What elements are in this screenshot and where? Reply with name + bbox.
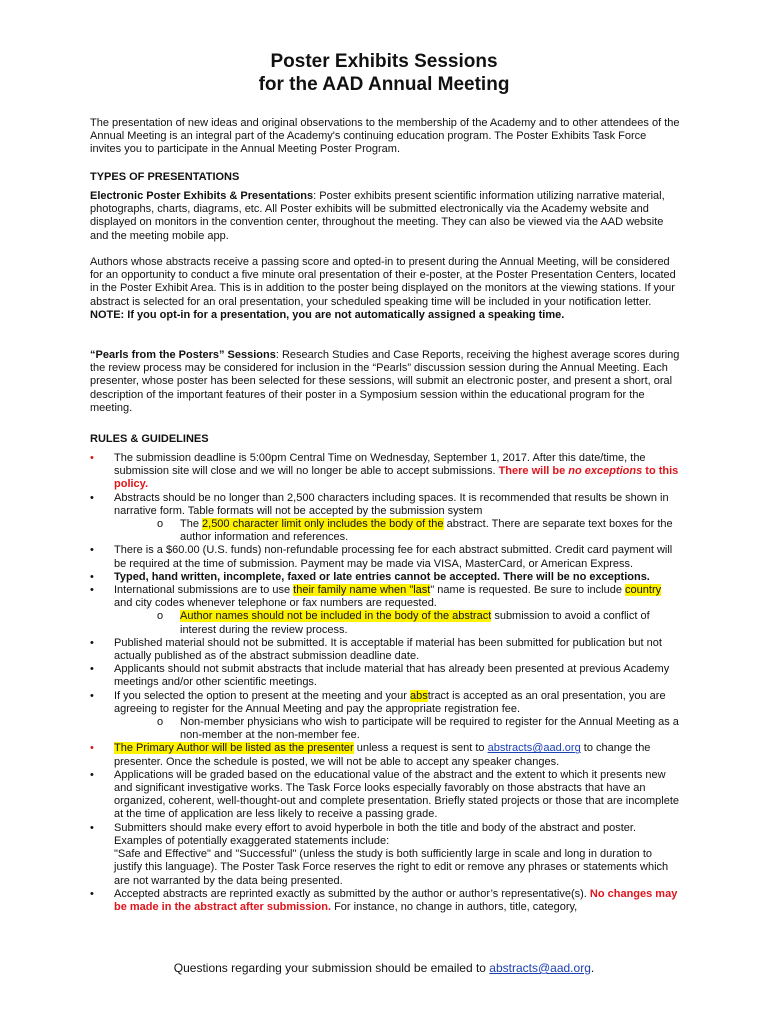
list-item bbox=[90, 452, 680, 492]
rule-limit-highlight: 2,500 character limit only includes the body of the bbox=[202, 518, 444, 531]
page-title bbox=[0, 50, 768, 96]
rule-international-text-3: and city codes whenever telephone or fax numbers are requested. bbox=[114, 597, 437, 610]
rule-reprint-warning: No changes may be made in the abstract after submission. bbox=[114, 887, 678, 913]
rule-length-text: Abstracts should be no longer than 2,500 characters including spaces. It is recommended that results be shown in narrative form. Table formats will not be accepted by the submission system bbox=[114, 491, 669, 517]
abstracts-email-link[interactable]: abstracts@aad.org bbox=[487, 742, 581, 755]
bullet-icon: • bbox=[90, 452, 94, 464]
bullet-icon: • bbox=[90, 887, 94, 900]
bullet-icon: • bbox=[90, 636, 94, 649]
rule-deadline-no-exceptions: no exceptions bbox=[568, 465, 643, 478]
rule-author-names-highlight: Author names should not be included in the body of the abstract bbox=[180, 610, 492, 623]
electronic-poster-text: : Poster exhibits present scientific information utilizing narrative material, photographs, charts, diagrams, etc. All Poster exhibits will be submitted electronically via the Academy website and displayed on monitors in the convention center, throughout the meeting. They can also be viewed via the AAD website and the meeting mobile app. bbox=[90, 190, 665, 242]
footer-period: . bbox=[590, 961, 595, 975]
oral-presentation-paragraph bbox=[90, 256, 680, 322]
list-item bbox=[90, 822, 680, 888]
oral-presentation-text: Authors whose abstracts receive a passing score and opted-in to present during the Annual Meeting, will be considered for an opportunity to conduct a five minute oral presentation of their e-poster, at the Poster Presentation Centers, located in the Poster Exhibit Area. This is in addition to the poster being displayed on the monitors at the viewing stations. If your abstract is selected for an oral presentation, your scheduled speaking time will be included in your notification letter. bbox=[90, 256, 676, 308]
types-heading: TYPES OF PRESENTATIONS bbox=[90, 171, 240, 183]
rule-fee-text: There is a $60.00 (U.S. funds) non-refundable processing fee for each abstract submitted. Credit card payment will be required at the time of submission. Payment may be made via VISA, MasterCard, or American Express. bbox=[114, 544, 673, 570]
rule-register-text-end: tract is accepted as an oral presentation, you are agreeing to register for the Annual Meeting and pay the appropriate registration fee. bbox=[114, 689, 666, 715]
pearls-text: : Research Studies and Case Reports, receiving the highest average scores during the review process may be considered for inclusion in the “Pearls” discussion session during the Annual Meeting. Each presenter, whose poster has been selected for these sessions, will submit an electronic poster, and present a short, oral description of the important features of their poster in a Symposium session within the educational program for the meeting. bbox=[90, 349, 680, 414]
footer-contact bbox=[0, 961, 768, 976]
list-item bbox=[90, 610, 680, 636]
rule-limit-text: The bbox=[180, 518, 203, 531]
rule-presenter-highlight: The Primary Author will be listed as the presenter bbox=[114, 742, 354, 755]
rule-deadline-policy: to this policy. bbox=[114, 465, 679, 491]
list-item bbox=[90, 888, 680, 914]
sub-bullet-icon: o bbox=[157, 518, 164, 531]
bullet-icon: • bbox=[90, 570, 94, 583]
title-line-2: for the AAD Annual Meeting bbox=[258, 74, 510, 95]
rule-register-text: If you selected the option to present at the meeting and your bbox=[114, 689, 410, 702]
pearls-paragraph bbox=[90, 349, 680, 415]
rule-international-highlight-1: their family name when "last bbox=[293, 584, 431, 597]
bullet-icon: • bbox=[90, 742, 94, 755]
rules-list bbox=[90, 452, 680, 914]
rule-reprint-text-end: For instance, no change in authors, title, category, bbox=[331, 900, 578, 913]
rule-deadline-text: The submission deadline is 5:00pm Central Time on Wednesday, September 1, 2017. After this date/time, the submission site will close and we will no longer be able to accept submissions. bbox=[114, 452, 646, 478]
list-item bbox=[90, 584, 680, 610]
rule-presenter-text: unless a request is sent to bbox=[353, 742, 488, 755]
rule-presenter-text-end: to change the presenter. Once the schedule is posted, we will not be able to accept any speaker changes. bbox=[114, 742, 651, 768]
rule-hyperbole-examples: "Safe and Effective" and "Successful" (unless the study is both sufficiently large in scale and long in duration to justify this language). The Poster Task Force reserves the right to edit or remove any phrases or statements which are not warranted by the data being presented. bbox=[114, 848, 669, 887]
rule-grading-text: Applications will be graded based on the educational value of the abstract and the extent to which it presents new and significant investigative works. The Task Force looks especially favorably on those abstracts that have an organized, coherent, well-thought-out and complete presentation. Briefly stated projects or those that are incomplete at the time of application are less likely to receive a passing grade. bbox=[114, 768, 679, 821]
bullet-icon: • bbox=[90, 544, 94, 557]
list-item bbox=[90, 544, 680, 570]
rule-entries-text: Typed, hand written, incomplete, faxed or late entries cannot be accepted. There will be no exceptions. bbox=[114, 570, 650, 583]
rule-published-text: Published material should not be submitted. It is acceptable if material has been submitted for publication but not actually published as of the abstract submission deadline date. bbox=[114, 636, 662, 663]
list-item bbox=[90, 637, 680, 663]
pearls-lead: “Pearls from the Posters” Sessions bbox=[90, 349, 276, 361]
bullet-icon: • bbox=[90, 821, 94, 834]
rule-deadline-warning: There will be bbox=[498, 465, 569, 478]
intro-paragraph: The presentation of new ideas and original observations to the membership of the Academy and to other attendees of the Annual Meeting is an integral part of the Academy's continuing education program. The Poster Exhibits Task Force invites you to participate in the Annual Meeting Poster Program. bbox=[90, 117, 680, 156]
bullet-icon: • bbox=[90, 491, 94, 504]
rule-reprint-text: Accepted abstracts are reprinted exactly as submitted by the author or author’s representative(s). bbox=[114, 887, 590, 900]
oral-presentation-note: NOTE: If you opt-in for a presentation, you are not automatically assigned a speaking time. bbox=[90, 308, 565, 321]
rule-hyperbole-text: Submitters should make every effort to avoid hyperbole in both the title and body of the abstract and poster. Examples of potentially exaggerated statements include: bbox=[114, 821, 637, 847]
title-line-1: Poster Exhibits Sessions bbox=[270, 51, 498, 72]
sub-bullet-icon: o bbox=[157, 716, 164, 729]
rule-author-names-text: submission to avoid a conflict of interest during the review process. bbox=[180, 610, 650, 636]
rules-heading: RULES & GUIDELINES bbox=[90, 433, 209, 445]
rule-international-text-2: " name is requested. Be sure to include bbox=[430, 584, 626, 597]
rule-previous-text: Applicants should not submit abstracts that include material that has already been presented at previous Academy meetings and/or other scientific meetings. bbox=[114, 663, 670, 689]
list-item bbox=[90, 769, 680, 822]
bullet-icon: • bbox=[90, 584, 94, 597]
footer-text: Questions regarding your submission should be emailed to bbox=[173, 961, 490, 975]
rule-non-member-text: Non-member physicians who wish to participate will be required to register for the Annual Meeting as a non-member at the non-member fee. bbox=[180, 716, 679, 742]
bullet-icon: • bbox=[90, 768, 94, 781]
list-item bbox=[90, 716, 680, 742]
electronic-poster-lead: Electronic Poster Exhibits & Presentations bbox=[90, 190, 314, 202]
rule-international-text: International submissions are to use bbox=[114, 584, 294, 597]
electronic-poster-paragraph bbox=[90, 190, 680, 243]
rules-section bbox=[90, 452, 680, 914]
footer-email-link[interactable]: abstracts@aad.org bbox=[489, 961, 591, 975]
list-item bbox=[90, 571, 680, 584]
list-item bbox=[90, 492, 680, 518]
rule-register-highlight: abs bbox=[409, 689, 428, 702]
list-item bbox=[90, 518, 680, 544]
sub-bullet-icon: o bbox=[157, 610, 164, 623]
rule-limit-text-end: abstract. There are separate text boxes for the author information and references. bbox=[180, 518, 673, 544]
list-item bbox=[90, 663, 680, 689]
rule-international-highlight-2: country bbox=[625, 584, 662, 597]
bullet-icon: • bbox=[90, 689, 94, 702]
list-item bbox=[90, 742, 680, 768]
list-item bbox=[90, 690, 680, 716]
bullet-icon: • bbox=[90, 663, 94, 676]
